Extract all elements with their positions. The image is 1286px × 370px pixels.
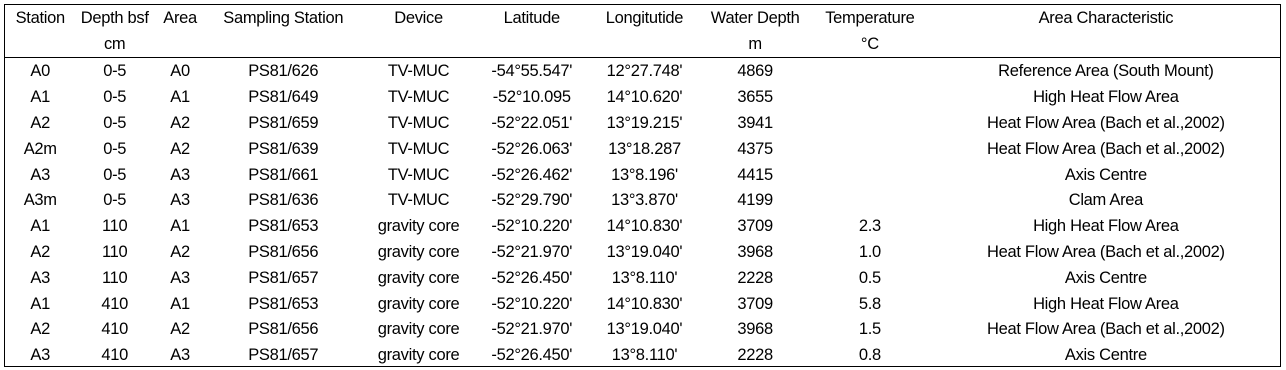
- table-row: [5, 136, 1280, 162]
- header-row: [5, 5, 1280, 31]
- cell-latitude: -52°26.063': [491, 139, 573, 158]
- table-row: [5, 85, 1280, 111]
- cell-latitude: -52°26.462': [491, 165, 573, 184]
- unit-device: [360, 31, 477, 58]
- unit-temperature: °C: [808, 31, 932, 58]
- header-device: Device: [394, 8, 443, 27]
- cell-temperature: 0.5: [858, 268, 881, 287]
- cell-sampling-station: PS81/657: [248, 346, 319, 365]
- cell-sampling-station: PS81/656: [248, 242, 319, 261]
- cell-longitude: 13°3.870': [611, 191, 678, 210]
- table-row: [5, 317, 1280, 343]
- cell-station: A1: [30, 217, 51, 236]
- cell-area: A1: [170, 294, 190, 313]
- cell-water-depth: 2228: [737, 346, 773, 365]
- cell-device: gravity core: [377, 294, 460, 313]
- unit-latitude: [477, 31, 587, 58]
- cell-station: A3m: [23, 191, 57, 210]
- cell-station: A3: [30, 268, 51, 287]
- header-area: Area: [163, 8, 197, 27]
- cell-latitude: -52°29.790': [491, 191, 573, 210]
- cell-latitude: -52°21.970': [491, 242, 573, 261]
- table-body: [5, 58, 1280, 369]
- cell-temperature: 1.0: [858, 242, 881, 261]
- cell-device: TV-MUC: [387, 165, 450, 184]
- cell-sampling-station: PS81/653: [248, 217, 319, 236]
- cell-depth: 0-5: [103, 62, 127, 81]
- cell-sampling-station: PS81/626: [248, 62, 319, 81]
- cell-area: A1: [170, 217, 190, 236]
- cell-area-characteristic: High Heat Flow Area: [1033, 294, 1179, 313]
- cell-area-characteristic: Axis Centre: [1064, 165, 1147, 184]
- cell-area: A3: [170, 191, 190, 210]
- cell-device: TV-MUC: [387, 62, 450, 81]
- cell-depth: 0-5: [103, 113, 127, 132]
- cell-longitude: 13°19.215': [606, 113, 683, 132]
- cell-sampling-station: PS81/649: [248, 88, 319, 107]
- cell-longitude: 13°8.110': [611, 268, 678, 287]
- cell-latitude: -52°10.095: [492, 88, 571, 107]
- header-depth: Depth bsf: [80, 8, 149, 27]
- table-row: [5, 58, 1280, 85]
- cell-area: A2: [170, 320, 190, 339]
- unit-longitude: [587, 31, 703, 58]
- unit-water-depth: m: [702, 31, 808, 58]
- cell-device: gravity core: [377, 268, 460, 287]
- cell-device: TV-MUC: [387, 88, 450, 107]
- cell-depth: 110: [101, 217, 128, 236]
- cell-sampling-station: PS81/659: [248, 113, 319, 132]
- cell-area: A2: [170, 113, 190, 132]
- cell-latitude: -52°21.970': [491, 320, 573, 339]
- header-area-characteristic: Area Characteristic: [1038, 8, 1174, 27]
- header-units-row: [5, 31, 1280, 58]
- cell-temperature: 5.8: [858, 294, 881, 313]
- cell-station: A3: [30, 165, 51, 184]
- cell-water-depth: 2228: [737, 268, 773, 287]
- cell-area: A1: [170, 88, 190, 107]
- cell-device: gravity core: [377, 217, 460, 236]
- cell-area-characteristic: Axis Centre: [1064, 346, 1147, 365]
- header-longitude: Longitutide: [605, 8, 684, 27]
- cell-water-depth: 3968: [737, 242, 773, 261]
- cell-longitude: 14°10.620': [606, 88, 683, 107]
- cell-water-depth: 4375: [737, 139, 773, 158]
- table-row: [5, 343, 1280, 369]
- cell-station: A1: [30, 88, 51, 107]
- cell-station: A2: [30, 242, 51, 261]
- cell-latitude: -52°22.051': [491, 113, 573, 132]
- cell-temperature: 2.3: [858, 217, 881, 236]
- cell-latitude: -52°10.220': [491, 217, 573, 236]
- cell-depth: 410: [101, 294, 128, 313]
- cell-station: A2: [30, 113, 51, 132]
- cell-water-depth: 4199: [737, 191, 773, 210]
- unit-depth: cm: [75, 31, 153, 58]
- cell-device: gravity core: [377, 346, 460, 365]
- cell-depth: 410: [101, 346, 128, 365]
- cell-water-depth: 3709: [737, 294, 773, 313]
- station-table: [5, 5, 1280, 369]
- cell-area-characteristic: Axis Centre: [1064, 268, 1147, 287]
- table-row: [5, 111, 1280, 137]
- unit-area-characteristic: [932, 31, 1280, 58]
- cell-depth: 0-5: [103, 139, 127, 158]
- cell-area: A2: [170, 139, 190, 158]
- cell-temperature: [808, 136, 932, 162]
- cell-water-depth: 3709: [737, 217, 773, 236]
- unit-sampling-station: [206, 31, 360, 58]
- cell-temperature: 1.5: [858, 320, 881, 339]
- cell-area: A3: [170, 346, 190, 365]
- cell-area: A2: [170, 242, 190, 261]
- cell-device: TV-MUC: [387, 113, 450, 132]
- cell-longitude: 13°19.040': [606, 242, 683, 261]
- cell-longitude: 14°10.830': [606, 217, 683, 236]
- table-row: [5, 214, 1280, 240]
- cell-temperature: [808, 162, 932, 188]
- table-row: [5, 162, 1280, 188]
- cell-area-characteristic: High Heat Flow Area: [1033, 217, 1179, 236]
- cell-area-characteristic: Heat Flow Area (Bach et al.,2002): [987, 320, 1225, 339]
- cell-depth: 0-5: [103, 88, 127, 107]
- cell-water-depth: 4415: [737, 165, 773, 184]
- cell-sampling-station: PS81/661: [248, 165, 319, 184]
- cell-device: TV-MUC: [387, 139, 450, 158]
- cell-station: A3: [30, 346, 51, 365]
- cell-longitude: 13°8.110': [611, 346, 678, 365]
- cell-area-characteristic: Reference Area (South Mount): [998, 62, 1214, 81]
- cell-area-characteristic: Heat Flow Area (Bach et al.,2002): [987, 242, 1225, 261]
- cell-water-depth: 3941: [737, 113, 773, 132]
- cell-longitude: 14°10.830': [606, 294, 683, 313]
- cell-latitude: -54°55.547': [491, 62, 573, 81]
- cell-depth: 0-5: [103, 191, 127, 210]
- cell-sampling-station: PS81/657: [248, 268, 319, 287]
- table-row: [5, 240, 1280, 266]
- header-station: Station: [15, 8, 65, 27]
- cell-water-depth: 3968: [737, 320, 773, 339]
- table-row: [5, 188, 1280, 214]
- cell-station: A2: [30, 320, 51, 339]
- station-table-frame: [4, 4, 1281, 367]
- cell-sampling-station: PS81/653: [248, 294, 319, 313]
- cell-temperature: [808, 58, 932, 85]
- cell-longitude: 13°8.196': [611, 165, 678, 184]
- cell-depth: 110: [101, 242, 128, 261]
- table-row: [5, 291, 1280, 317]
- cell-longitude: 13°19.040': [606, 320, 683, 339]
- cell-sampling-station: PS81/636: [248, 191, 319, 210]
- cell-longitude: 13°18.287: [608, 139, 681, 158]
- cell-area-characteristic: Heat Flow Area (Bach et al.,2002): [987, 113, 1225, 132]
- cell-temperature: [808, 111, 932, 137]
- cell-water-depth: 4869: [737, 62, 773, 81]
- cell-area: A3: [170, 165, 190, 184]
- cell-station: A1: [30, 294, 51, 313]
- cell-depth: 410: [101, 320, 128, 339]
- cell-device: gravity core: [377, 242, 460, 261]
- cell-depth: 110: [101, 268, 128, 287]
- unit-area: [154, 31, 206, 58]
- header-temperature: Temperature: [825, 8, 915, 27]
- cell-latitude: -52°26.450': [491, 268, 573, 287]
- cell-area-characteristic: Clam Area: [1068, 191, 1144, 210]
- header-latitude: Latitude: [503, 8, 560, 27]
- cell-area-characteristic: Heat Flow Area (Bach et al.,2002): [987, 139, 1225, 158]
- cell-device: gravity core: [377, 320, 460, 339]
- cell-latitude: -52°10.220': [491, 294, 573, 313]
- cell-temperature: 0.8: [858, 346, 881, 365]
- cell-temperature: [808, 188, 932, 214]
- cell-station: A0: [30, 62, 51, 81]
- table-header: [5, 5, 1280, 58]
- unit-station: [5, 31, 75, 58]
- cell-sampling-station: PS81/656: [248, 320, 319, 339]
- table-row: [5, 265, 1280, 291]
- cell-area: A3: [170, 268, 190, 287]
- cell-device: TV-MUC: [387, 191, 450, 210]
- header-sampling-station: Sampling Station: [223, 8, 344, 27]
- cell-area-characteristic: High Heat Flow Area: [1033, 88, 1179, 107]
- cell-temperature: [808, 85, 932, 111]
- cell-water-depth: 3655: [737, 88, 773, 107]
- cell-depth: 0-5: [103, 165, 127, 184]
- cell-area: A0: [170, 62, 190, 81]
- cell-longitude: 12°27.748': [606, 62, 683, 81]
- cell-latitude: -52°26.450': [491, 346, 573, 365]
- cell-sampling-station: PS81/639: [248, 139, 319, 158]
- header-water-depth: Water Depth: [710, 8, 800, 27]
- cell-station: A2m: [23, 139, 57, 158]
